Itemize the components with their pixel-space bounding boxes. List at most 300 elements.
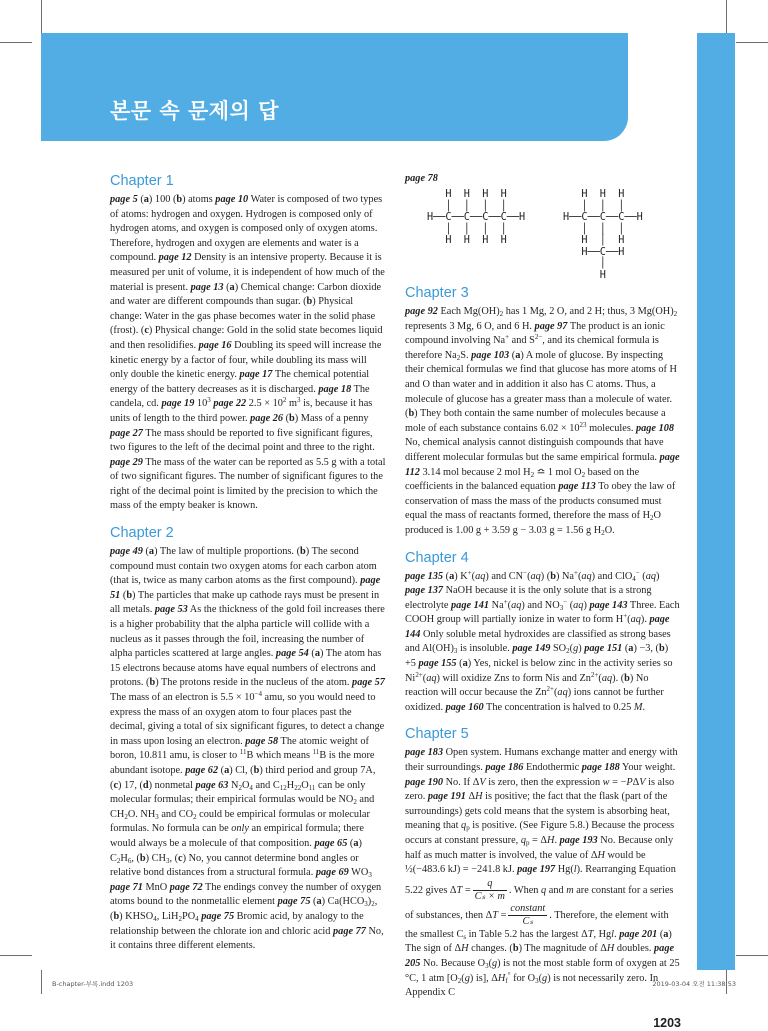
answer-text: molecules. bbox=[586, 422, 636, 434]
answer-text: NaOH because it is the only solute that is a strong electrolyte bbox=[405, 585, 652, 611]
answer-text: ) bbox=[578, 643, 585, 655]
italic-text: aq bbox=[530, 570, 541, 582]
part-letter: b bbox=[253, 764, 260, 776]
chapter-body bbox=[405, 570, 681, 716]
subscript: p bbox=[466, 824, 470, 833]
subscript: 4 bbox=[153, 914, 157, 923]
answer-text: ) and ClO bbox=[591, 570, 633, 582]
answer-text: 10 bbox=[194, 398, 208, 410]
part-letter: c bbox=[144, 325, 149, 337]
answer-text: ) Physical change: Gold in the solid state becomes liquid and then resolidifies. bbox=[110, 325, 383, 351]
answer-text: Water is composed of two types of atoms: hydrogen and oxygen. Hydrogen is composed only of hydrogen atoms, and oxygen is composed only of oxygen atoms. Therefore, hydrogen and oxygen are elements and water is a compound. bbox=[110, 194, 383, 264]
italic-text: only bbox=[231, 823, 249, 835]
answer-text: ) No reaction will occur because the Zn bbox=[405, 672, 649, 699]
answer-text: ) The protons reside in the nucleus of the atom. bbox=[155, 677, 353, 689]
part-letter: c bbox=[113, 779, 119, 791]
answer-text: Each Mg(OH) bbox=[437, 306, 500, 317]
page-reference: page 137 bbox=[405, 585, 444, 597]
chapter-body bbox=[405, 305, 681, 539]
answer-text: ) is not the most stable form of oxygen at 25 °C, 1 atm [O bbox=[405, 957, 680, 984]
subscript: 4 bbox=[632, 574, 636, 583]
answer-text: ) bbox=[656, 570, 660, 582]
page-reference: page 197 bbox=[517, 864, 556, 876]
answer-text: ( bbox=[598, 672, 602, 684]
answer-text: B is the more abundant isotope. bbox=[110, 750, 375, 776]
subscript: 22 bbox=[294, 783, 302, 792]
answer-text: ( bbox=[538, 972, 543, 984]
answer-text: O. bbox=[604, 524, 615, 536]
answer-text: Only soluble metal hydroxides are classified as strong bases and Al(OH) bbox=[405, 628, 671, 655]
page-label: page 78 bbox=[405, 173, 438, 184]
page-reference: page 63 bbox=[195, 779, 229, 791]
answer-text: 2.5 × 10 bbox=[246, 398, 283, 410]
side-tab-strip bbox=[697, 33, 735, 970]
answer-text: WO bbox=[348, 867, 369, 879]
answer-text: Bromic acid, by analogy to the relationship between the chlorate ion and chloric acid bbox=[110, 910, 364, 937]
chapter-heading: Chapter 1 bbox=[110, 173, 174, 189]
italic-text: l bbox=[611, 928, 615, 940]
answer-text: ) bbox=[367, 896, 372, 908]
subscript: 6 bbox=[127, 856, 132, 865]
part-letter: c bbox=[178, 852, 183, 864]
subscript: 3 bbox=[364, 900, 368, 909]
page-reference: page 183 bbox=[405, 747, 444, 759]
italic-text: aq bbox=[475, 570, 486, 582]
butane-structure: H H H H │ │ │ │ H──C──C──C──C──H │ │ │ │ H H H H bbox=[427, 189, 526, 246]
answer-text: m bbox=[286, 398, 297, 410]
answer-text: ( bbox=[527, 570, 531, 582]
subscript: 2 bbox=[124, 812, 128, 821]
answer-text: ( bbox=[142, 546, 149, 558]
page-reference: page 151 bbox=[584, 643, 623, 655]
answer-text: ( bbox=[456, 658, 463, 670]
italic-text: g bbox=[464, 972, 470, 984]
answer-text: ) and NO bbox=[521, 599, 560, 611]
subscript: 3 bbox=[535, 976, 539, 985]
crop-mark bbox=[0, 42, 32, 43]
italic-text: T bbox=[456, 884, 463, 896]
isobutane-structure: H H H │ │ │ H──C──C──C──H │ │ │ H │ H H──C──H │ H bbox=[563, 189, 643, 281]
answer-text: is insoluble. bbox=[457, 643, 513, 655]
page-reference: page 57 bbox=[352, 677, 385, 689]
answer-text: Doubling its speed will increase the kinetic energy by a factor of four, while doubling its mass will only double the kinetic energy. bbox=[110, 339, 382, 381]
answer-text: ). Rearranging Equation 5.22 gives Δ bbox=[405, 864, 676, 896]
answer-text: represents 3 Mg, 6 O, and 6 H. bbox=[405, 320, 535, 332]
italic-text: H bbox=[597, 849, 605, 861]
answer-text: H bbox=[120, 852, 128, 864]
footer-timestamp: 2019-03-04 오전 11:38:53 bbox=[652, 980, 736, 988]
answer-text: ( bbox=[283, 412, 290, 424]
answer-text: Δ bbox=[632, 776, 640, 788]
part-letter: b bbox=[300, 546, 306, 558]
answer-text: ) KHSO bbox=[119, 910, 154, 922]
part-letter: a bbox=[316, 896, 322, 908]
answer-text: ) Physical change: Water in the gas phase becomes water in the solid phase (frost). ( bbox=[110, 296, 376, 337]
page-reference: page 54 bbox=[275, 648, 309, 660]
answer-text: are constant for a series of substances, then Δ bbox=[405, 884, 674, 921]
answer-text: is, because it has units of length to the third power. bbox=[110, 398, 373, 424]
page-reference: page 97 bbox=[534, 320, 568, 332]
answer-text: ) 17, ( bbox=[118, 779, 143, 791]
answer-text: , ( bbox=[169, 852, 179, 864]
chapter-1-section bbox=[110, 172, 386, 514]
page-reference: page 58 bbox=[245, 735, 279, 747]
page-reference: page 188 bbox=[581, 762, 620, 774]
subscript: p bbox=[525, 839, 530, 847]
answer-text: Na bbox=[489, 599, 504, 611]
crop-mark bbox=[41, 970, 42, 994]
page-reference: page 144 bbox=[405, 614, 670, 640]
answer-text: and bbox=[546, 884, 567, 896]
italic-text: q bbox=[541, 884, 547, 896]
answer-text: ) CH bbox=[145, 852, 166, 864]
chapter-body bbox=[405, 746, 681, 1000]
part-letter: a bbox=[143, 194, 149, 205]
page-reference: page 75 bbox=[277, 896, 311, 908]
answer-text: PO bbox=[181, 910, 196, 922]
page-reference: page 135 bbox=[405, 570, 444, 582]
part-letter: a bbox=[628, 643, 634, 655]
answer-text: As the thickness of the gold foil increases there is a higher probability that the alpha particle will collide with a nucleus as it passes through the foil, increasing the number of alpha particles scattered at large angles. bbox=[110, 604, 385, 660]
italic-text: q bbox=[461, 820, 467, 832]
answer-text: ) +5 bbox=[405, 643, 669, 670]
chapter-5-section bbox=[405, 725, 681, 1030]
superscript: 11 bbox=[239, 748, 247, 757]
subscript: 2 bbox=[456, 353, 461, 362]
answer-text: The concentration is halved to 0.25 bbox=[483, 701, 634, 713]
answer-text: amu, so you would need to express the mass of an oxygen atom to four places past the decimal, giving a total of six significant figures, to detect a change in mass upon losing an electron. bbox=[110, 692, 385, 747]
superscript: + bbox=[505, 333, 510, 342]
chapter-4-section bbox=[405, 549, 681, 716]
answer-text: ) The law of multiple proportions. ( bbox=[154, 546, 301, 558]
crop-mark bbox=[0, 955, 32, 956]
answer-text: ( bbox=[443, 570, 450, 582]
answer-text: ( bbox=[218, 764, 225, 776]
subscript: 3 bbox=[559, 603, 564, 612]
answer-text: and CH bbox=[110, 794, 375, 820]
answer-text: ( bbox=[461, 972, 465, 984]
answer-text: The mass of an electron is 5.5 × 10 bbox=[110, 692, 255, 703]
part-letter: a bbox=[515, 349, 521, 361]
answer-text: . bbox=[614, 928, 620, 940]
fraction-numerator: q bbox=[473, 878, 507, 891]
left-column bbox=[110, 172, 386, 954]
answer-text: ) The particles that make up cathode rays must be present in all metals. bbox=[110, 589, 380, 616]
page-reference: page 19 bbox=[161, 398, 195, 410]
answer-text: O bbox=[241, 779, 250, 791]
italic-text: g bbox=[573, 643, 579, 655]
answer-text: Δ bbox=[465, 791, 476, 803]
answer-text: B which means bbox=[246, 750, 313, 762]
part-letter: a bbox=[663, 928, 669, 940]
part-letter: a bbox=[224, 764, 230, 776]
page-reference: page 113 bbox=[558, 481, 596, 493]
subscript: 2 bbox=[601, 528, 605, 537]
subscript: 2 bbox=[673, 310, 678, 318]
fraction bbox=[473, 878, 507, 903]
answer-text: ) atoms bbox=[182, 194, 216, 205]
answer-text: ) Yes, nickel is below zinc in the activity series so Ni bbox=[405, 658, 673, 684]
answer-text: ) is], Δ bbox=[469, 972, 498, 984]
answer-text: , ( bbox=[131, 852, 140, 864]
answer-text: ) ions cannot be further oxidized. bbox=[405, 687, 664, 713]
superscript: 23 bbox=[579, 420, 587, 429]
page-reference: page 51 bbox=[110, 575, 381, 601]
chapter-heading: Chapter 5 bbox=[405, 726, 469, 743]
chapter-heading: Chapter 4 bbox=[405, 549, 469, 566]
page-reference: page 22 bbox=[213, 398, 247, 410]
answer-text: The atomic weight of boron, 10.811 amu, is closer to bbox=[110, 735, 369, 762]
subscript: 2 bbox=[581, 470, 586, 479]
italic-text: H bbox=[606, 943, 615, 955]
page-reference: page 13 bbox=[190, 281, 224, 293]
answer-text: The mass should be reported to five significant figures, two figures to the left of the decimal point and three to the right. bbox=[110, 427, 375, 454]
page-reference: page 49 bbox=[110, 546, 143, 558]
superscript: − bbox=[563, 597, 568, 606]
answer-text: ( bbox=[622, 643, 629, 655]
fraction-denominator: Cₛ × m bbox=[474, 890, 505, 902]
answer-text: Endothermic bbox=[523, 762, 582, 774]
subscript: 3 bbox=[485, 961, 489, 970]
answer-text: No. Because O bbox=[420, 957, 486, 969]
answer-text: ) 100 ( bbox=[148, 194, 177, 205]
part-letter: b bbox=[113, 910, 120, 922]
italic-text: aq bbox=[630, 614, 641, 626]
answer-text: = bbox=[498, 909, 507, 921]
page-reference: page 26 bbox=[250, 412, 284, 424]
subscript: 4 bbox=[195, 914, 199, 923]
subscript: 2 bbox=[566, 647, 570, 656]
answer-text: ) Chemical change: Carbon dioxide and water are different compounds than sugar. ( bbox=[110, 281, 382, 308]
answer-text: has 1 Mg, 2 O, and 2 H; thus, 3 Mg(OH) bbox=[503, 306, 674, 317]
page-reference: page 160 bbox=[445, 701, 484, 713]
answer-text: H bbox=[286, 779, 295, 791]
chapter-heading: Chapter 3 bbox=[405, 285, 469, 301]
answer-text: ) −3, ( bbox=[633, 643, 659, 655]
italic-text: aq bbox=[557, 687, 568, 699]
part-letter: a bbox=[449, 570, 455, 582]
answer-text: O. NH bbox=[127, 808, 156, 820]
answer-text: ). bbox=[640, 614, 650, 626]
superscript: − bbox=[523, 568, 528, 577]
superscript: 11 bbox=[312, 748, 320, 757]
answer-text: 3.14 mol because 2 mol H bbox=[419, 466, 531, 478]
superscript: 3 bbox=[297, 396, 301, 405]
answer-text: to form Ni bbox=[509, 672, 556, 684]
answer-text: ( bbox=[120, 589, 127, 601]
answer-text: ( bbox=[471, 570, 476, 582]
subscript: 2 bbox=[178, 914, 182, 923]
answer-text: No. If Δ bbox=[443, 776, 480, 788]
crop-mark bbox=[736, 42, 768, 43]
answer-text: and C bbox=[252, 779, 280, 791]
answer-text: for O bbox=[510, 972, 536, 984]
answer-text: ( bbox=[223, 281, 230, 293]
superscript: 2 bbox=[282, 396, 287, 405]
answer-text: ) The second compound must contain two oxygen atoms for each carbon atom (that is, twice as many carbon atoms as the first compound). bbox=[110, 546, 377, 587]
part-letter: b bbox=[139, 852, 146, 864]
answer-text: O produced is 1.00 g + 3.59 g − 3.03 g = 1.56 g H bbox=[405, 510, 661, 536]
italic-text: T bbox=[492, 909, 498, 921]
chapter-heading: Chapter 2 bbox=[110, 525, 174, 542]
superscript: + bbox=[573, 568, 578, 577]
page-reference: page 17 bbox=[239, 369, 273, 381]
crop-mark bbox=[41, 0, 42, 33]
answer-text: Hg( bbox=[555, 864, 574, 876]
footer-filename: B-chapter-부록.indd 1203 bbox=[52, 980, 134, 988]
answer-text: doubles. bbox=[614, 943, 655, 955]
italic-text: V bbox=[479, 776, 486, 788]
answer-text: Three. Each COOH group will partially ionize in water to form H bbox=[405, 599, 680, 626]
right-column bbox=[405, 172, 681, 1031]
italic-text: H bbox=[547, 835, 555, 846]
subscript: 2 bbox=[353, 798, 357, 807]
answer-text: , and its chemical formula is therefore Na bbox=[405, 335, 659, 361]
italic-text: m bbox=[566, 884, 574, 896]
answer-text: is positive. (See Figure 5.8.) Because the process occurs at constant pressure, bbox=[405, 820, 675, 846]
answer-text: ( bbox=[308, 648, 315, 660]
italic-text: aq bbox=[573, 599, 584, 611]
italic-text: aq bbox=[581, 570, 592, 582]
answer-text: ( bbox=[569, 643, 574, 655]
answer-text: ( bbox=[422, 672, 427, 684]
answer-text: changes. ( bbox=[468, 943, 513, 955]
answer-text: ) K bbox=[454, 570, 468, 582]
answer-text: is zero, then the expression bbox=[485, 776, 603, 788]
answer-text: The candela, cd. bbox=[110, 383, 370, 410]
fraction-denominator: Cₛ bbox=[522, 915, 534, 927]
answer-text: ( bbox=[507, 599, 512, 611]
part-letter: b bbox=[659, 643, 665, 655]
page-reference: page 77 bbox=[333, 925, 366, 937]
answer-text: The endings convey the number of oxygen atoms bound to the nonmetallic element bbox=[110, 881, 382, 908]
page-reference: page 75 bbox=[201, 910, 235, 922]
answer-text: To obey the law of conservation of mass the mass of the products consumed must equal the mass of reactants formed, therefore the mass of H bbox=[405, 481, 676, 522]
part-letter: a bbox=[148, 546, 155, 558]
part-letter: d bbox=[142, 779, 149, 791]
answer-text: . bbox=[554, 835, 560, 846]
superscript: + bbox=[467, 568, 472, 577]
page-reference: page 16 bbox=[198, 339, 232, 351]
answer-text: ( bbox=[509, 349, 516, 361]
fraction-numerator: constant bbox=[510, 902, 546, 914]
superscript: 2+ bbox=[590, 670, 599, 679]
italic-text: T bbox=[587, 928, 594, 940]
answer-text: . Therefore, the element with the smallest C bbox=[405, 909, 669, 940]
page-reference: page 186 bbox=[485, 762, 524, 774]
italic-text: H bbox=[475, 791, 483, 803]
chapter-body bbox=[110, 193, 386, 514]
page-78-section bbox=[405, 172, 681, 284]
answer-text: No, it contains three different elements. bbox=[110, 925, 384, 952]
part-letter: a bbox=[229, 281, 235, 293]
answer-text: No. Because only half as much matter is involved, the value of Δ bbox=[405, 835, 674, 861]
chapter-3-section bbox=[405, 284, 681, 539]
page-reference: page 27 bbox=[110, 427, 143, 439]
answer-text: Density is an intensive property. Because it is measured per unit of volume, it is independent of how much of the material is present. bbox=[110, 252, 385, 293]
title-banner bbox=[41, 33, 628, 141]
subscript: 2 bbox=[371, 900, 375, 909]
superscript: − bbox=[635, 568, 640, 577]
superscript: ° bbox=[507, 970, 511, 979]
answer-text: Your weight. bbox=[619, 762, 676, 774]
page-reference: page 141 bbox=[451, 599, 490, 611]
subscript: 2 bbox=[193, 812, 197, 821]
italic-text: aq bbox=[601, 672, 613, 684]
page-reference: page 62 bbox=[185, 764, 219, 776]
part-letter: a bbox=[314, 648, 320, 660]
page-reference: page 191 bbox=[427, 791, 466, 803]
answer-text: SO bbox=[550, 643, 567, 655]
part-letter: b bbox=[408, 408, 415, 420]
page-number: 1203 bbox=[653, 1015, 681, 1030]
answer-text: . bbox=[642, 701, 646, 713]
answer-text: ) The sign of Δ bbox=[405, 928, 672, 955]
answer-text: ( bbox=[657, 928, 664, 940]
page-reference: page 18 bbox=[318, 383, 352, 395]
subscript: 12 bbox=[279, 783, 287, 792]
subscript: s bbox=[463, 932, 467, 941]
superscript: 2+ bbox=[546, 685, 554, 694]
answer-text: = − bbox=[609, 776, 627, 788]
answer-text: ≏ 1 mol O bbox=[534, 466, 582, 478]
italic-text: s bbox=[555, 672, 560, 684]
part-letter: b bbox=[149, 677, 156, 689]
page-reference: page 12 bbox=[158, 252, 192, 264]
answer-text: and Zn bbox=[559, 672, 591, 684]
crop-mark bbox=[726, 0, 727, 33]
page-title: 본문 속 문제의 답 bbox=[110, 99, 279, 123]
subscript: 2 bbox=[238, 783, 242, 792]
page-reference: page 10 bbox=[215, 194, 249, 205]
page-reference: page 72 bbox=[169, 881, 203, 893]
part-letter: b bbox=[289, 412, 295, 424]
answer-text: and S bbox=[509, 335, 535, 347]
answer-text: The product is an ionic compound involving Na bbox=[405, 320, 665, 347]
answer-text: . When bbox=[508, 884, 542, 896]
answer-text: ( bbox=[553, 687, 558, 699]
answer-text: ( bbox=[310, 896, 317, 908]
answer-text: Open system. Humans exchange matter and energy with their surroundings. bbox=[405, 747, 678, 774]
answer-text: = Δ bbox=[529, 835, 548, 846]
subscript: 3 bbox=[368, 871, 372, 880]
answer-text: ) nonmetal bbox=[148, 779, 196, 791]
superscript: 2− bbox=[534, 333, 543, 342]
answer-text: ( bbox=[347, 837, 354, 849]
answer-text: ) and CN bbox=[485, 570, 524, 582]
answer-text: in Table 5.2 has the largest Δ bbox=[466, 928, 588, 940]
subscript: 2 bbox=[457, 976, 462, 985]
answer-text: ( bbox=[627, 614, 631, 626]
italic-text: q bbox=[520, 835, 526, 846]
answer-text: ) will oxidize Zn bbox=[436, 672, 506, 684]
answer-text: ) The magnitude of Δ bbox=[518, 943, 607, 955]
page-reference: page 149 bbox=[512, 643, 551, 655]
answer-text: The mass of the water can be reported as 5.5 g with a total of two significant figures. The number of significant figures to the right of the decimal point is limited by the precision to which the mass of the empty beaker is known. bbox=[110, 456, 386, 512]
italic-text: aq bbox=[426, 672, 437, 684]
page-reference: page 143 bbox=[589, 599, 628, 611]
page-reference: page 190 bbox=[405, 776, 444, 788]
part-letter: b bbox=[512, 943, 519, 955]
part-letter: a bbox=[462, 658, 468, 670]
page-reference: page 71 bbox=[110, 881, 143, 893]
italic-text: aq bbox=[645, 570, 657, 582]
superscript: 3 bbox=[207, 396, 211, 405]
answer-text: ( bbox=[137, 194, 144, 205]
page-reference: page 69 bbox=[315, 867, 349, 879]
answer-text: ) ( bbox=[540, 570, 551, 582]
superscript: + bbox=[623, 612, 628, 621]
